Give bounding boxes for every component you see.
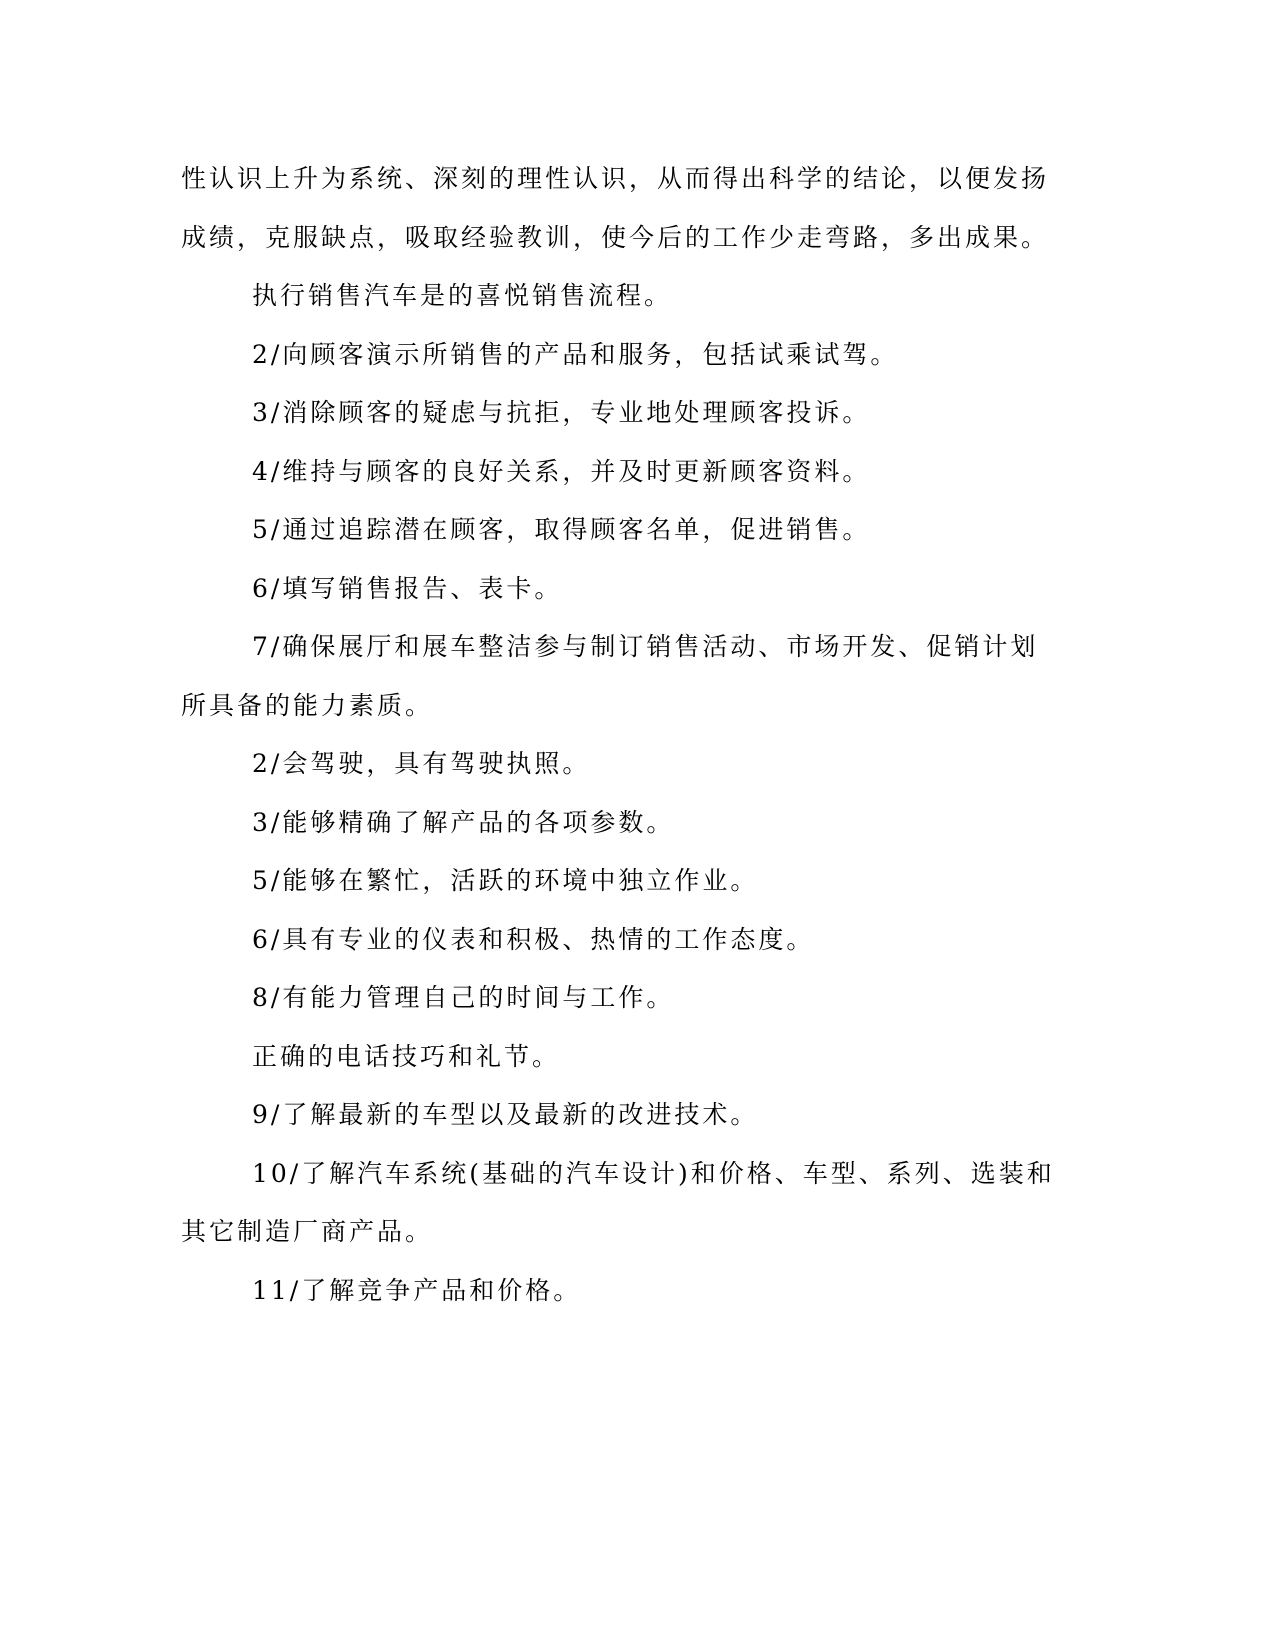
paragraph-phone-etiquette: 正确的电话技巧和礼节。 [252,1041,561,1071]
list-item-11-competition: 11/了解竞争产品和价格。 [252,1275,582,1305]
document-body [181,150,1061,1320]
list-item-5-prospects: 5/通过追踪潜在顾客，取得顾客名单，促进销售。 [252,515,871,544]
list-item-8-time-management: 8/有能力管理自己的时间与工作。 [252,983,675,1012]
list-item-6-attitude: 6/具有专业的仪表和积极、热情的工作态度。 [252,924,815,954]
list-item-9-new-models: 9/了解最新的车型以及最新的改进技术。 [252,1100,759,1129]
list-item-10-systems: 10/了解汽车系统(基础的汽车设计)和价格、车型、系列、选装和其它制造厂商产品。 [181,1158,1055,1246]
list-item-2-driving: 2/会驾驶，具有驾驶执照。 [252,749,591,778]
paragraph-continuation: 性认识上升为系统、深刻的理性认识，从而得出科学的结论，以便发扬成绩，克服缺点，吸取经验教训，使今后的工作少走弯路，多出成果。 [181,164,1050,252]
list-item-6-reports: 6/填写销售报告、表卡。 [252,573,563,603]
list-item-4-relations: 4/维持与顾客的良好关系，并及时更新顾客资料。 [252,456,871,486]
list-item-7-showroom: 7/确保展厅和展车整洁参与制订销售活动、市场开发、促销计划所具备的能力素质。 [181,632,1039,720]
list-item-2-demo: 2/向顾客演示所销售的产品和服务，包括试乘试驾。 [252,339,899,369]
list-item-3-objections: 3/消除顾客的疑虑与抗拒，专业地处理顾客投诉。 [252,398,871,427]
list-item-3-parameters: 3/能够精确了解产品的各项参数。 [252,807,675,837]
paragraph-sales-process: 执行销售汽车是的喜悦销售流程。 [252,281,673,310]
list-item-5-independent: 5/能够在繁忙，活跃的环境中独立作业。 [252,866,759,895]
